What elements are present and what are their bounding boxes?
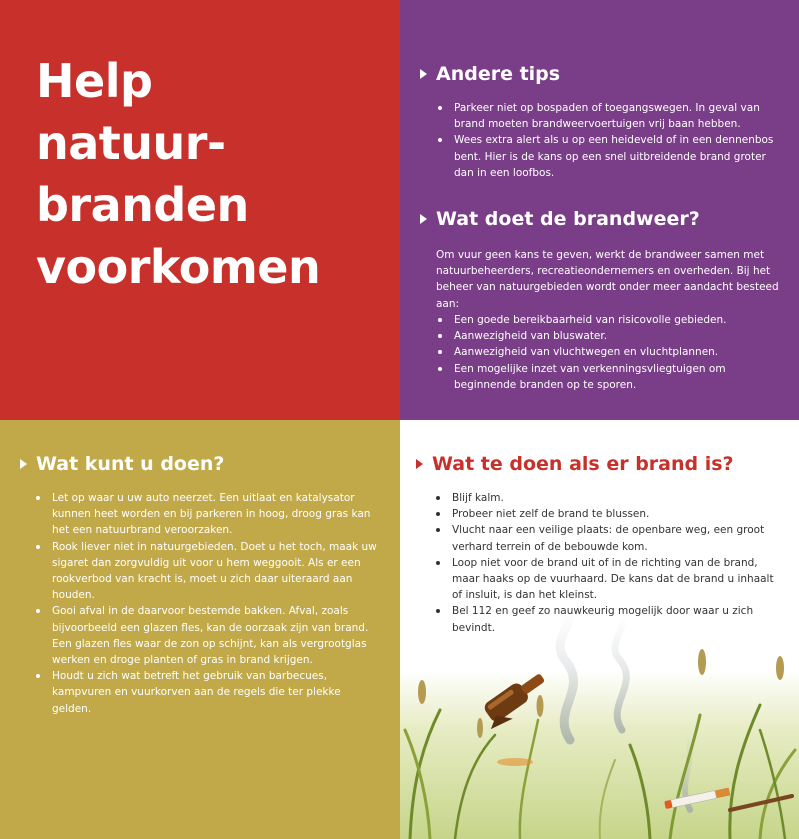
list-item: Gooi afval in de daarvoor bestemde bakken. Afval, zoals bijvoorbeeld een glazen fles, kan de oorzaak zijn van brand. Een glazen fles waar de zon op schijnt, kan als vergrootglas werken en droge planten of gras in brand krijgen. <box>34 603 382 668</box>
title-line: voorkomen <box>36 240 321 294</box>
doen-list <box>34 490 382 717</box>
list-item: Een goede bereikbaarheid van risicovolle gebieden. <box>436 312 781 328</box>
title-line: natuur- <box>36 116 226 170</box>
title-line: branden <box>36 178 249 232</box>
tips-panel <box>400 0 799 420</box>
doen-heading <box>20 453 224 475</box>
title-line: Help <box>36 54 153 108</box>
brandweer-heading <box>420 208 700 230</box>
brandweer-list <box>436 312 781 393</box>
list-item: Probeer niet zelf de brand te blussen. <box>434 506 779 522</box>
brand-heading <box>416 453 734 475</box>
list-item: Aanwezigheid van vluchtwegen en vluchtplannen. <box>436 344 781 360</box>
list-item: Wees extra alert als u op een heideveld of in een dennenbos bent. Hier is de kans op een snel uitbreidende brand groter dan in een loofbos. <box>436 132 781 181</box>
list-item: Een mogelijke inzet van verkenningsvliegtuigen om beginnende branden op te sporen. <box>436 361 781 393</box>
arrow-right-icon <box>416 459 423 469</box>
doen-heading-text: Wat kunt u doen? <box>36 453 225 475</box>
arrow-right-icon <box>20 459 27 469</box>
title-panel <box>0 0 400 420</box>
list-item: Loop niet voor de brand uit of in de richting van de brand, maar haaks op de vuurhaard. De kans dat de brand u inhaalt of insluit, is dan het kleinst. <box>434 555 779 604</box>
list-item: Aanwezigheid van bluswater. <box>436 328 781 344</box>
list-item: Rook liever niet in natuurgebieden. Doet u het toch, maak uw sigaret dan zorgvuldig uit voor u hem weggooit. Als er een rookverbod van kracht is, moet u zich daar uiteraard aan houden. <box>34 539 382 604</box>
other-tips-heading <box>420 63 560 85</box>
list-item: Blijf kalm. <box>434 490 779 506</box>
main-title <box>36 50 320 298</box>
list-item: Let op waar u uw auto neerzet. Een uitlaat en katalysator kunnen heet worden en bij parkeren in hoog, droog gras kan het een natuurbrand veroorzaken. <box>34 490 382 539</box>
list-item: Vlucht naar een veilige plaats: de openbare weg, een groot verhard terrein of de bebouwde kom. <box>434 522 779 554</box>
brand-list <box>434 490 779 636</box>
list-item: Houdt u zich wat betreft het gebruik van barbecues, kampvuren en vuurkorven aan de regels die ter plekke gelden. <box>34 668 382 717</box>
fire-hazard-illustration <box>400 610 799 839</box>
list-item: Bel 112 en geef zo nauwkeurig mogelijk door waar u zich bevindt. <box>434 603 779 635</box>
arrow-right-icon <box>420 69 427 79</box>
arrow-right-icon <box>420 214 427 224</box>
other-tips-list <box>436 100 781 181</box>
list-item: Parkeer niet op bospaden of toegangswegen. In geval van brand moeten brandweervoertuigen vrij baan hebben. <box>436 100 781 132</box>
ember-glow <box>497 758 533 766</box>
brandweer-intro: Om vuur geen kans te geven, werkt de brandweer samen met natuurbeheerders, recreatieondernemers en overheden. Bij het beheer van natuurgebieden wordt onder meer aandacht besteed aan: <box>436 249 779 310</box>
brandweer-heading-text: Wat doet de brandweer? <box>436 208 700 230</box>
brand-heading-text: Wat te doen als er brand is? <box>432 453 734 475</box>
other-tips-heading-text: Andere tips <box>436 63 561 85</box>
